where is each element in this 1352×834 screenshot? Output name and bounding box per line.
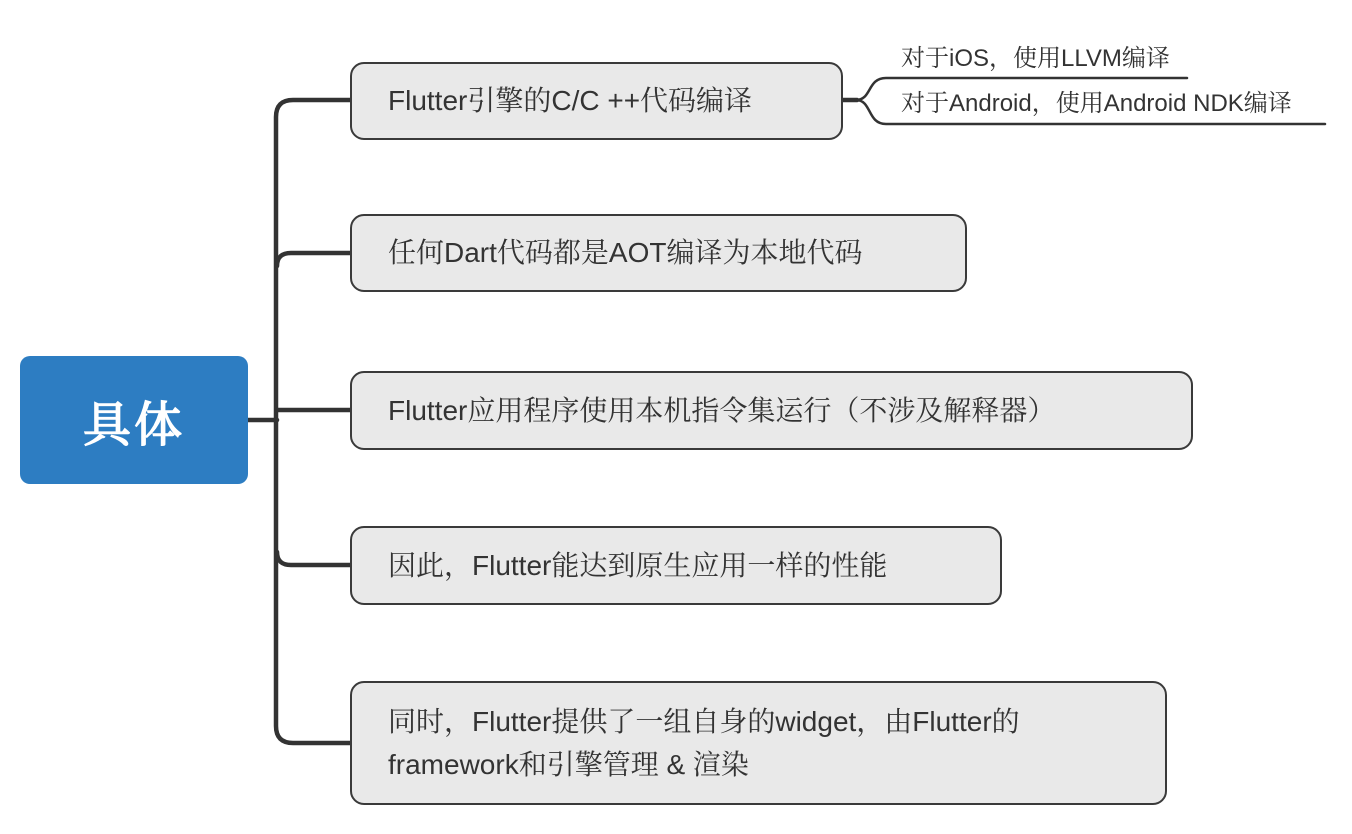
subnode-label: 对于Android，使用Android NDK编译 xyxy=(901,90,1292,117)
branch-connector-node2 xyxy=(277,253,350,266)
node-label: Flutter引擎的C/C ++代码编译 xyxy=(388,85,753,117)
branch-node-dart-aot[interactable] xyxy=(350,214,967,292)
subnode-label: 对于iOS，使用LLVM编译 xyxy=(901,45,1170,72)
branch-connector-node4 xyxy=(277,552,350,565)
node-label: 因此，Flutter能达到原生应用一样的性能 xyxy=(388,549,888,581)
root-node-label: 具体 xyxy=(82,398,185,452)
subnode-ios-llvm[interactable] xyxy=(901,45,1170,74)
branch-node-cpp-compile[interactable] xyxy=(350,62,843,140)
node-label: Flutter应用程序使用本机指令集运行（不涉及解释器） xyxy=(388,394,1056,426)
branch-node-widgets[interactable] xyxy=(350,681,1167,805)
node-label: 同时，Flutter提供了一组自身的widget，由Flutter的framework和引擎管理 & 渲染 xyxy=(388,705,1020,780)
subnode-android-ndk[interactable] xyxy=(901,90,1292,119)
branch-node-native-performance[interactable] xyxy=(350,526,1002,605)
trunk-connector xyxy=(276,100,350,743)
branch-node-native-instructions[interactable] xyxy=(350,371,1193,450)
root-node[interactable] xyxy=(20,356,248,484)
node-label: 任何Dart代码都是AOT编译为本地代码 xyxy=(388,237,863,269)
